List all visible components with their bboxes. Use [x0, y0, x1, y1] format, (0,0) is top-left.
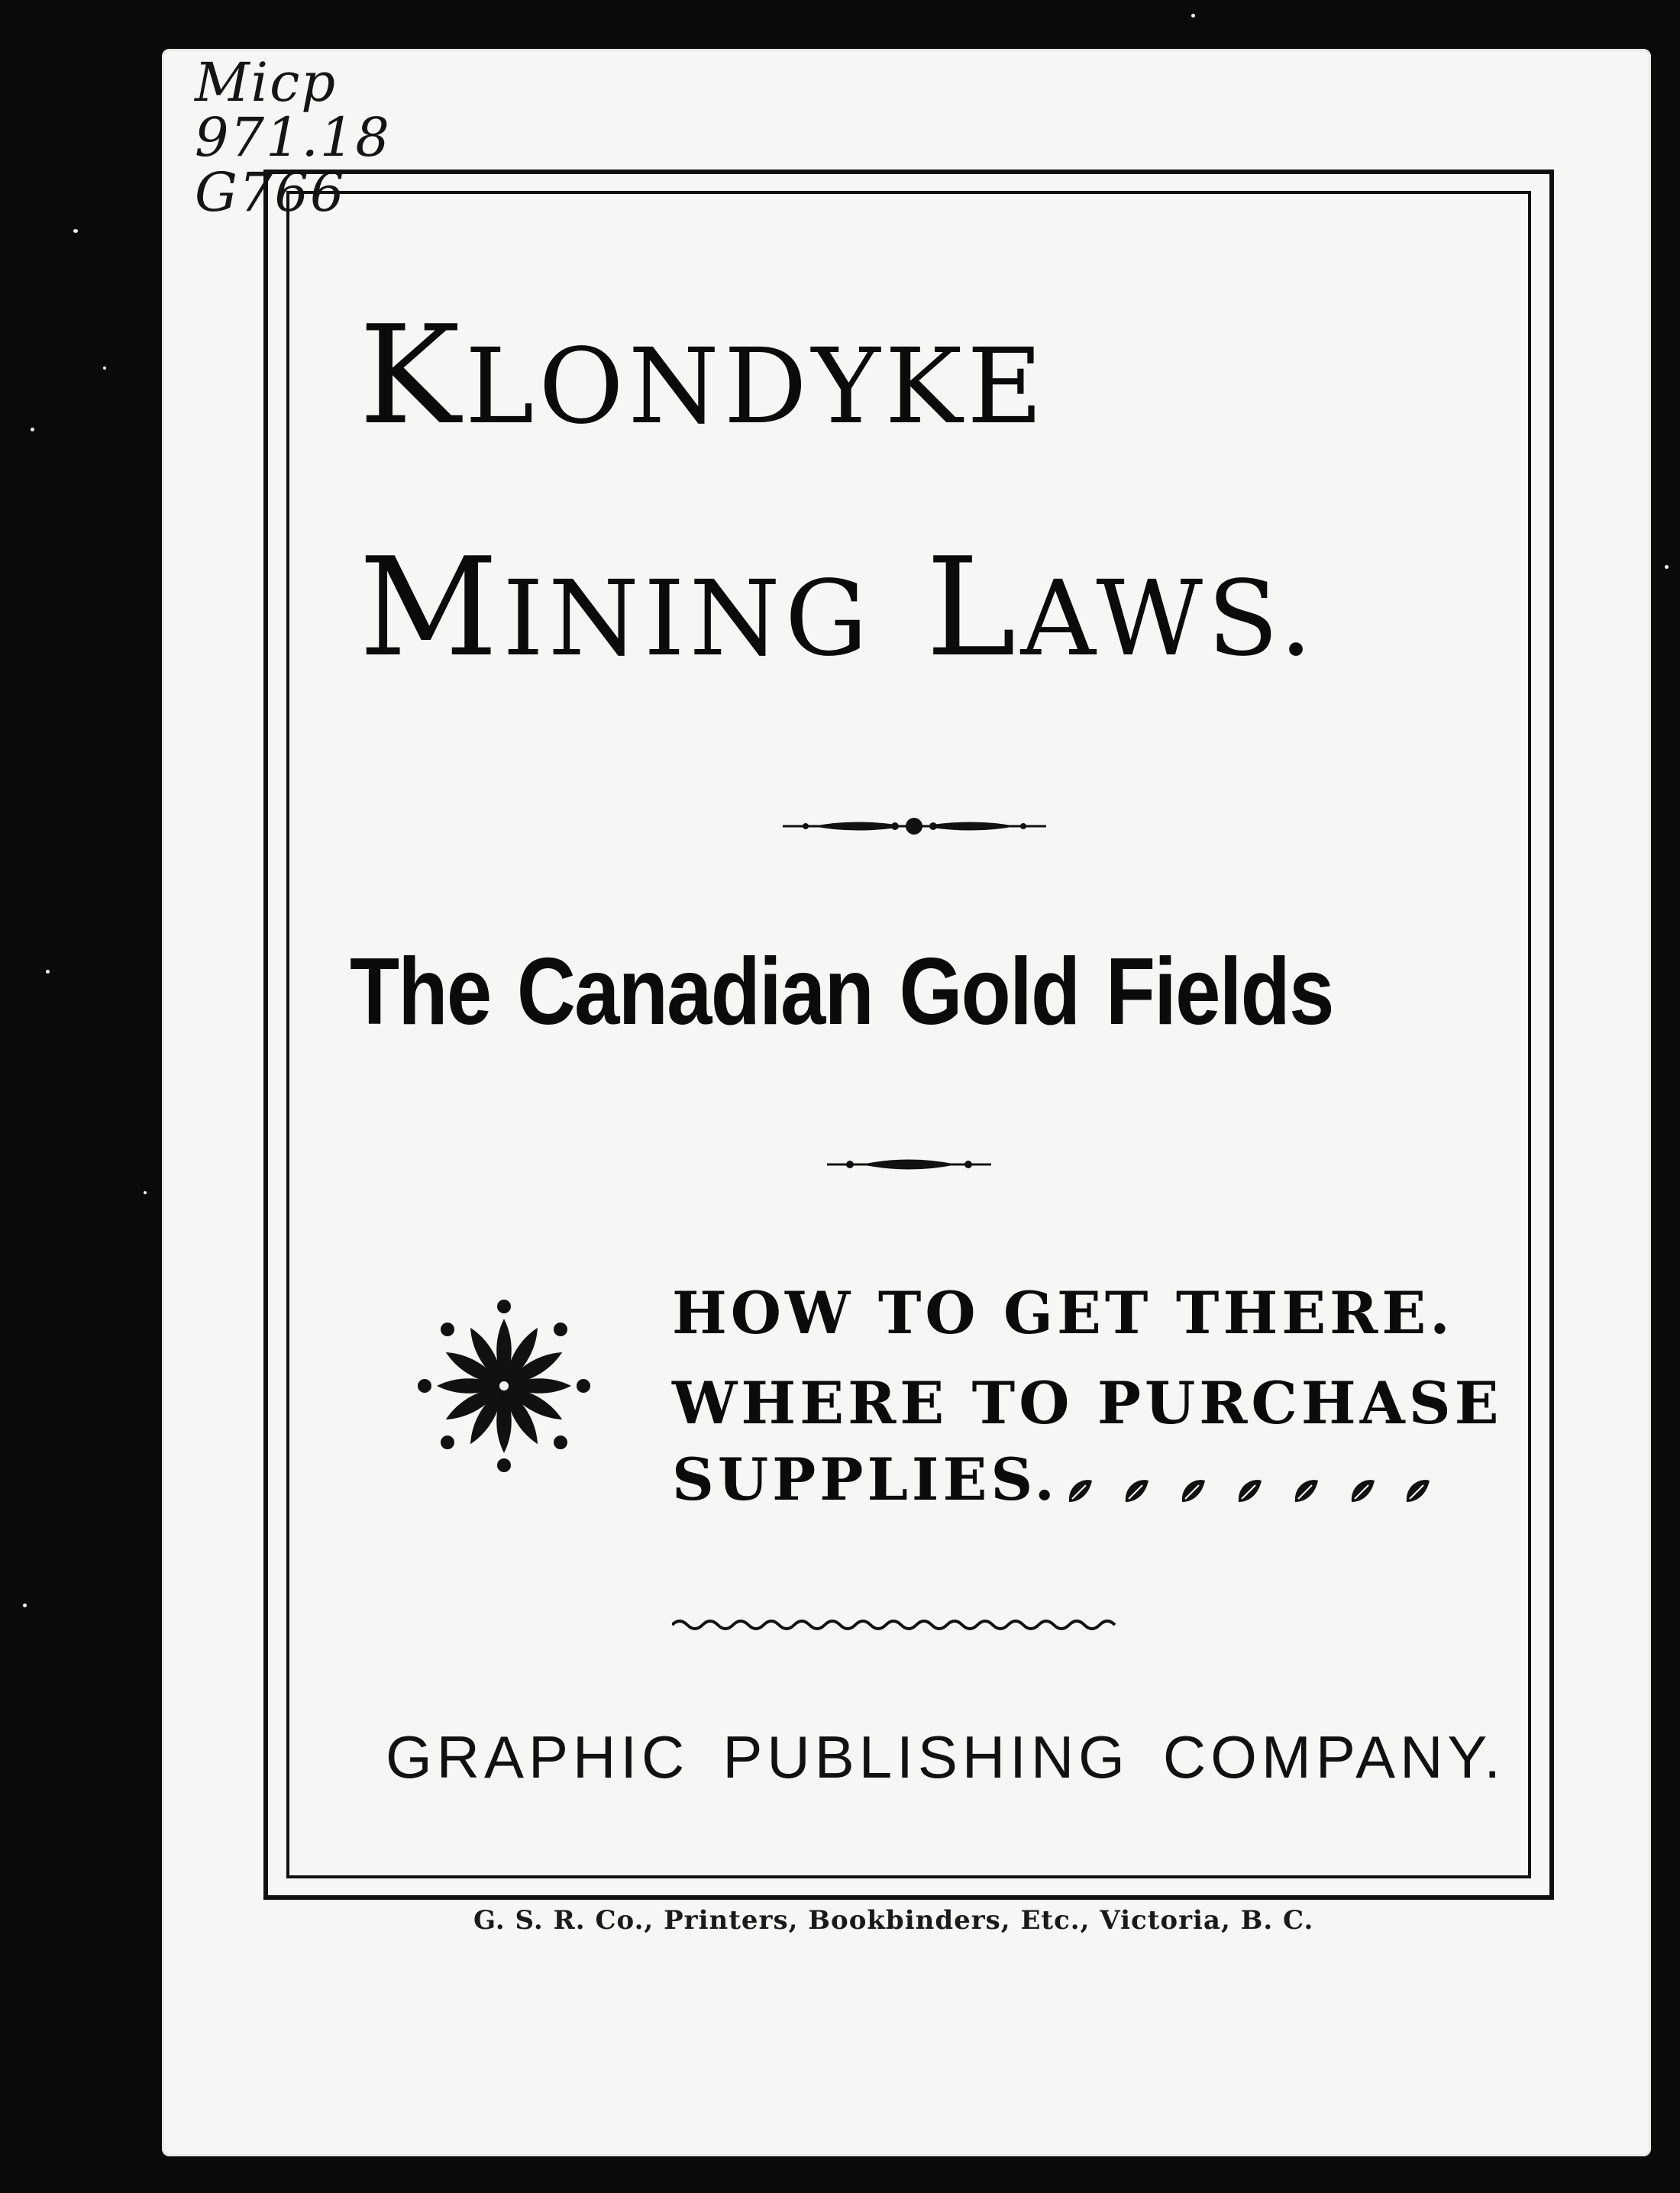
dust-speck: [23, 1604, 27, 1607]
publisher-word: PUBLISHING: [722, 1723, 1129, 1791]
publisher-word: GRAPHIC: [386, 1723, 690, 1791]
dust-speck: [144, 1191, 147, 1194]
subtitle-canadian-gold-fields: [350, 938, 1335, 1046]
title-line-klondyke: [359, 296, 1504, 454]
title-rest: INING: [502, 559, 873, 680]
dust-speck: [103, 367, 106, 370]
leaf-ornament-icon: [1061, 1474, 1436, 1509]
subtitle-word: Canadian: [516, 939, 874, 1045]
title-initial: K: [359, 296, 465, 454]
small-divider-icon: [827, 1153, 991, 1176]
publisher-line: [386, 1723, 1539, 1792]
info-line-how-to-get-there: HOW TO GET THERE.: [672, 1279, 1454, 1347]
title-initial: M: [359, 528, 503, 686]
dust-speck: [46, 970, 50, 974]
subtitle-word: Gold: [899, 939, 1080, 1045]
handwritten-line: G766: [195, 161, 346, 224]
dust-speck: [31, 428, 34, 431]
subtitle-word: The: [350, 939, 491, 1045]
title-rest: LONDYKE: [464, 327, 1048, 447]
handwritten-line: 971.18: [195, 106, 391, 169]
dust-speck: [1191, 14, 1195, 18]
handwritten-line: Micp: [195, 51, 338, 114]
info-line-where-to-purchase: WHERE TO PURCHASE: [672, 1369, 1503, 1437]
title-rest: AWS.: [1020, 559, 1317, 680]
flower-ornament-icon: [416, 1298, 592, 1474]
subtitle-word: Fields: [1105, 939, 1333, 1045]
dust-speck: [1665, 565, 1669, 569]
printer-credit: G. S. R. Co., Printers, Bookbinders, Etc., Victoria, B. C.: [473, 1905, 1314, 1936]
wavy-rule-icon: [672, 1615, 1123, 1635]
publisher-word: COMPANY.: [1162, 1723, 1506, 1791]
dust-speck: [73, 229, 78, 233]
info-line-supplies: SUPPLIES.: [672, 1445, 1059, 1513]
scroll-divider-icon: [783, 811, 1046, 841]
title-line-mining-laws: [359, 528, 1504, 686]
title-initial: L: [926, 528, 1021, 686]
